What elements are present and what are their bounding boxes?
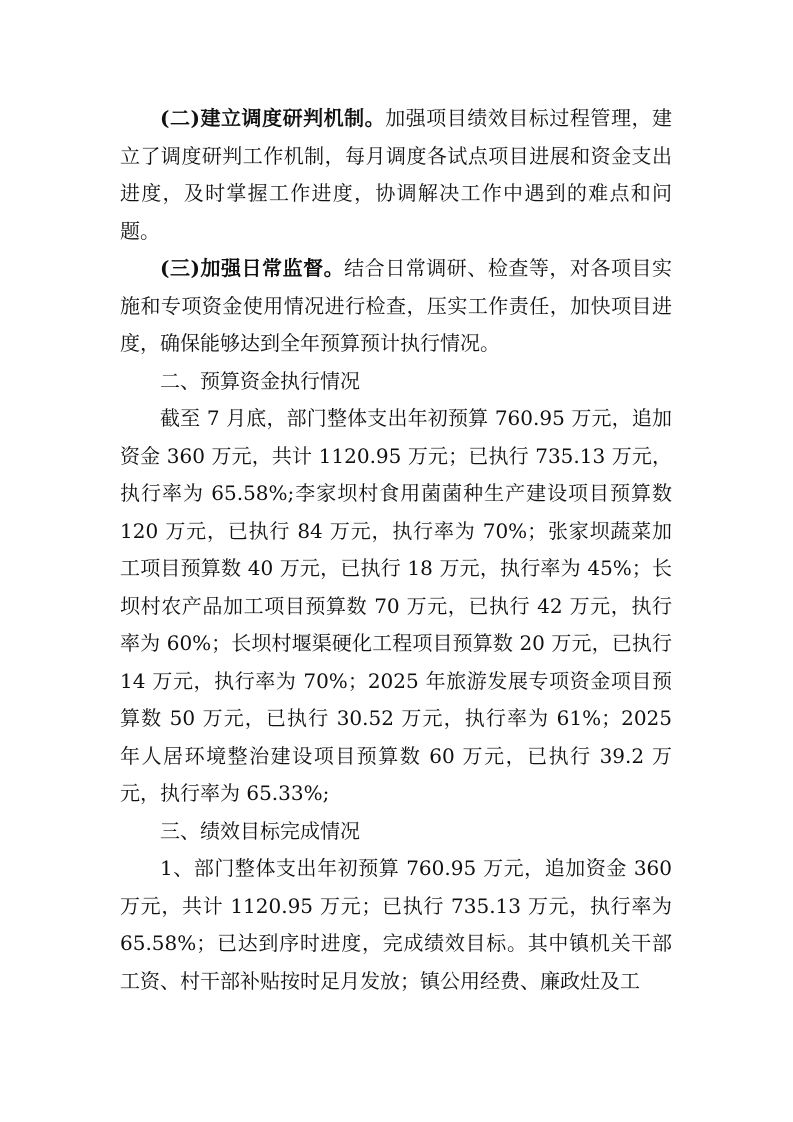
- paragraph-text-dispatch: 加强项目绩效目标过程管理，建立了调度研判工作机制，每月调度各试点项目进展和资金支出进度，及时掌握工作进度，协调解决工作中遇到的难点和问题。: [120, 106, 672, 243]
- paragraph-daily-supervision: [120, 250, 672, 363]
- section-heading-performance-goals: 三、绩效目标完成情况: [160, 818, 360, 843]
- document-body: [120, 100, 672, 1000]
- paragraph-dispatch-mechanism: [120, 100, 672, 250]
- section-heading-budget-execution: 二、预算资金执行情况: [160, 368, 360, 393]
- paragraph-budget-execution: 截至 7 月底，部门整体支出年初预算 760.95 万元，追加资金 360 万元，共计 1120.95 万元；已执行 735.13 万元，执行率为 65.58%;李家坝村食用菌菌种生产建设项目预算数 120 万元，已执行 84 万元，执行率为 70%；张家坝蔬菜加工项目预算数 40 万元，已执行 18 万元，执行率为 45%；长坝村农产品加工项目预算数 70 万元，已执行 42 万元，执行率为 60%；长坝村堰渠硬化工程项目预算数 20 万元，已执行 14 万元，执行率为 70%；2025 年旅游发展专项资金项目预算数 50 万元，已执行 30.52 万元，执行率为 61%；2025 年人居环境整治建设项目预算数 60 万元，已执行 39.2 万元，执行率为 65.33%;: [120, 406, 672, 805]
- paragraph-lead-dispatch: (二)建立调度研判机制。: [160, 106, 386, 130]
- paragraph-text-supervision: 结合日常调研、检查等，对各项目实施和专项资金使用情况进行检查，压实工作责任，加快项目进度，确保能够达到全年预算预计执行情况。: [120, 256, 672, 355]
- paragraph-performance-goals: 1、部门整体支出年初预算 760.95 万元，追加资金 360 万元，共计 1120.95 万元；已执行 735.13 万元，执行率为 65.58%；已达到序时进度，完成绩效目标。其中镇机关干部工资、村干部补贴按时足月发放；镇公用经费、廉政灶及工: [120, 856, 672, 993]
- paragraph-lead-supervision: (三)加强日常监督。: [160, 256, 345, 280]
